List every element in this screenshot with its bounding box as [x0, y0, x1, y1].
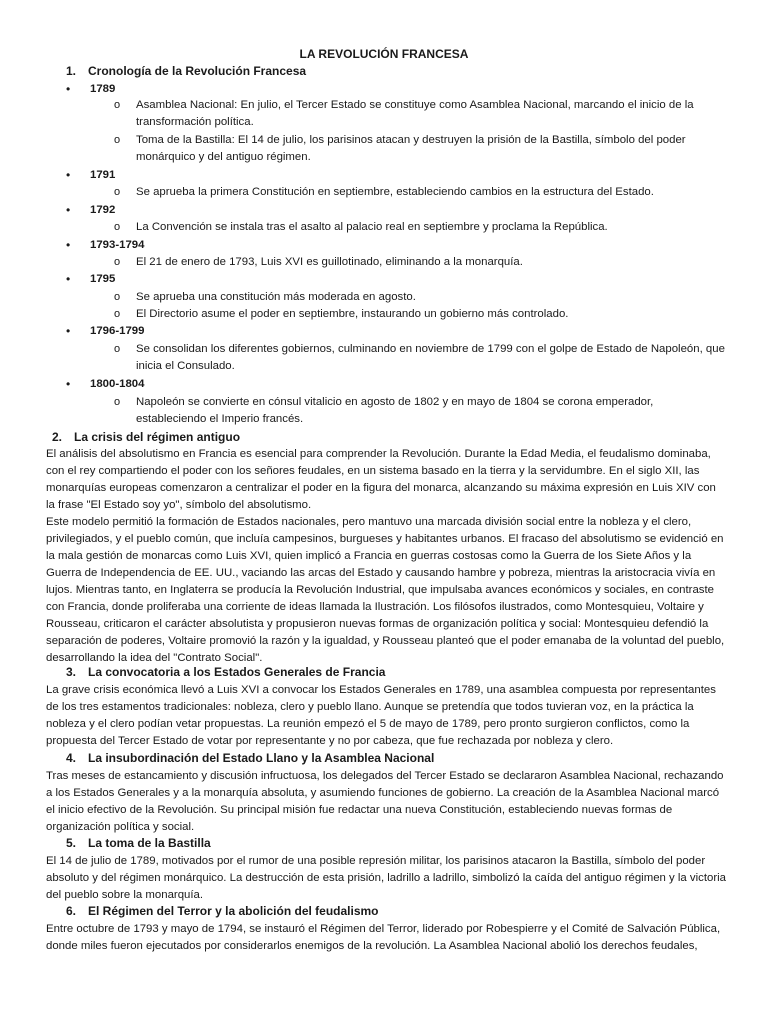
circle-bullet-icon: o: [114, 186, 121, 198]
section-number: 2.: [52, 430, 63, 444]
circle-bullet-icon: o: [114, 221, 121, 233]
section-title: Cronología de la Revolución Francesa: [88, 64, 307, 78]
section-2-heading: [52, 429, 240, 446]
section-3-heading: [66, 664, 385, 681]
section-number: 1.: [66, 64, 77, 78]
section-title: La convocatoria a los Estados Generales de Francia: [88, 665, 386, 679]
paragraph: Este modelo permitió la formación de Estados nacionales, pero mantuvo una marcada división social entre la nobleza y el clero, privilegiados, y el pueblo común, que incluía campesinos, burgueses y habitantes urbanos. El fracaso del absolutismo se evidenció en la mala gestión de monarcas como Luis XVI, quien implicó a Francia en guerras costosas como la Guerra de los Siete Años y la Guerra de Independencia de EE. UU., vaciando las arcas del Estado y causando hambre y pobreza, mientras la aristocracia vivía en lujos. Mientras tanto, en Inglaterra se producía la Revolución Industrial, que impulsaba avances económicos y sociales, en contraste con Francia, donde proliferaba una corriente de ideas llamada la Ilustración. Los filósofos ilustrados, como Montesquieu, Voltaire y Rousseau, criticaron el carácter absolutista y propusieron nuevas formas de organización política y social: Montesquieu defendió la separación de poderes, Voltaire promovió la razón y la igualdad, y Rousseau planteó que el poder emanaba de la voluntad del pueblo, desarrollando la idea del "Contrato Social".: [46, 516, 725, 664]
section-4-heading: [66, 750, 434, 767]
section-5-heading: [66, 835, 211, 852]
year-label: 1800-1804: [90, 378, 145, 390]
section-number: 3.: [66, 665, 77, 679]
section-number: 4.: [66, 751, 77, 765]
year-label: 1795: [90, 273, 116, 285]
circle-bullet-icon: o: [114, 396, 121, 408]
section-1-heading: [66, 63, 306, 80]
circle-bullet-icon: o: [114, 308, 121, 320]
circle-bullet-icon: o: [114, 134, 121, 146]
bullet-icon: •: [66, 272, 71, 286]
paragraph: El análisis del absolutismo en Francia es esencial para comprender la Revolución. Durante la Edad Media, el feudalismo dominaba, con el rey compartiendo el poder con los señores feudales, en un sistema basado en la tierra y la servidumbre. En el siglo XII, las monarquías europeas comenzaron a centralizar el poder en la figura del monarca, alcanzando su máxima expresión en Luis XIV con la frase "El Estado soy yo", símbolo del absolutismo.: [46, 448, 716, 511]
timeline-item: Se consolidan los diferentes gobiernos, culminando en noviembre de 1799 con el golpe de Estado de Napoleón, que inicia el Consulado.: [136, 343, 725, 373]
paragraph: El 14 de julio de 1789, motivados por el rumor de una posible represión militar, los parisinos atacaron la Bastilla, símbolo del poder absoluto y del régimen monárquico. La destrucción de esta prisión, ladrillo a ladrillo, simbolizó la caída del antiguo régimen y la victoria del pueblo sobre la monarquía.: [46, 855, 727, 901]
bullet-icon: •: [66, 168, 71, 182]
section-6-heading: [66, 903, 379, 920]
section-title: El Régimen del Terror y la abolición del feudalismo: [88, 904, 379, 918]
section-number: 5.: [66, 836, 77, 850]
timeline-item: Asamblea Nacional: En julio, el Tercer Estado se constituye como Asamblea Nacional, marcando el inicio de la transformación política.: [136, 99, 694, 129]
year-label: 1789: [90, 83, 116, 95]
timeline-item: El Directorio asume el poder en septiembre, instaurando un gobierno más controlado.: [136, 308, 569, 320]
circle-bullet-icon: o: [114, 256, 121, 268]
year-label: 1791: [90, 169, 116, 181]
year-label: 1796-1799: [90, 325, 145, 337]
paragraph: La grave crisis económica llevó a Luis XVI a convocar los Estados Generales en 1789, una asamblea compuesta por representantes de los tres estamentos tradicionales: nobleza, clero y pueblo llano. Aunque se pretendía que todos tuvieran voz, en la práctica la nobleza y el clero podían vetar propuestas. La reunión empezó el 5 de mayo de 1789, pero pronto surgieron conflictos, como la propuesta del Tercer Estado de votar por representante y no por cabeza, que fue rechazada por nobleza y clero.: [46, 684, 716, 747]
year-label: 1793-1794: [90, 239, 145, 251]
paragraph: Entre octubre de 1793 y mayo de 1794, se instauró el Régimen del Terror, liderado por Robespierre y el Comité de Salvación Pública, donde miles fueron ejecutados por considerarlos enemigos de la revolución. La Asamblea Nacional abolió los derechos feudales,: [46, 923, 721, 952]
section-title: La insubordinación del Estado Llano y la Asamblea Nacional: [88, 751, 435, 765]
section-title: La toma de la Bastilla: [88, 836, 211, 850]
timeline-item: Napoleón se convierte en cónsul vitalicio en agosto de 1802 y en mayo de 1804 se corona emperador, estableciendo el Imperio francés.: [136, 396, 654, 426]
section-title: La crisis del régimen antiguo: [74, 430, 241, 444]
timeline-item: Se aprueba la primera Constitución en septiembre, estableciendo cambios en la estructura del Estado.: [136, 186, 654, 198]
timeline-item: El 21 de enero de 1793, Luis XVI es guillotinado, eliminando a la monarquía.: [136, 256, 523, 268]
bullet-icon: •: [66, 203, 71, 217]
circle-bullet-icon: o: [114, 343, 121, 355]
section-number: 6.: [66, 904, 77, 918]
bullet-icon: •: [66, 377, 71, 391]
timeline-item: La Convención se instala tras el asalto al palacio real en septiembre y proclama la República.: [136, 221, 608, 233]
year-label: 1792: [90, 204, 116, 216]
bullet-icon: •: [66, 238, 71, 252]
paragraph: Tras meses de estancamiento y discusión infructuosa, los delegados del Tercer Estado se declararon Asamblea Nacional, rechazando a los Estados Generales y a la monarquía absoluta, y asumiendo funciones de gobierno. La creación de la Asamblea Nacional marcó el inicio efectivo de la Revolución. Su principal misión fue redactar una nueva Constitución, estableciendo nuevas formas de organización política y social.: [46, 770, 724, 833]
bullet-icon: •: [66, 324, 71, 338]
circle-bullet-icon: o: [114, 99, 121, 111]
timeline-item: Se aprueba una constitución más moderada en agosto.: [136, 291, 416, 303]
bullet-icon: •: [66, 82, 71, 96]
circle-bullet-icon: o: [114, 291, 121, 303]
document-title: LA REVOLUCIÓN FRANCESA: [299, 47, 469, 61]
timeline-item: Toma de la Bastilla: El 14 de julio, los parisinos atacan y destruyen la prisión de la Bastilla, símbolo del poder monárquico y del antiguo régimen.: [136, 134, 686, 164]
